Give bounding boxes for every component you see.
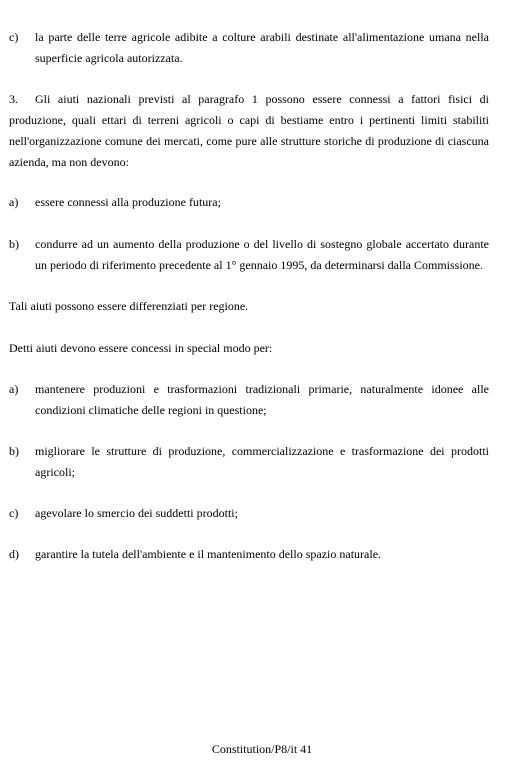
list-item-text: condurre ad un aumento della produzione o del livello di sostegno globale accertato durante un periodo di riferimento precedente al 1° gennaio 1995, da determinarsi dalla Commissione. bbox=[35, 237, 489, 272]
paragraph-text: Gli aiuti nazionali previsti al paragrafo 1 possono essere connessi a fattori fisici di produzione, quali ettari di terreni agricoli o capi di bestiame entro i pertinenti limiti stabiliti nell'organizzazione comune dei mercati, come pure alle strutture storiche di produzione di ciascuna azienda, ma non devono: bbox=[9, 92, 489, 169]
list-item-b-improve-structures bbox=[9, 441, 489, 483]
list-item-text: garantire la tutela dell'ambiente e il mantenimento dello spazio naturale. bbox=[35, 547, 382, 561]
list-item-text: essere connessi alla produzione futura; bbox=[35, 195, 221, 209]
page-footer: Constitution/P8/it 41 bbox=[211, 742, 313, 756]
paragraph-3 bbox=[9, 89, 489, 173]
list-item-c-arable-land bbox=[9, 27, 489, 69]
list-item-c-facilitate-sales bbox=[9, 503, 489, 524]
list-item-label: d) bbox=[9, 547, 19, 561]
list-item-d-environment bbox=[9, 544, 489, 565]
list-item-label: b) bbox=[9, 444, 19, 458]
list-item-text: agevolare lo smercio dei suddetti prodotti; bbox=[35, 506, 238, 520]
list-item-label: a) bbox=[9, 195, 19, 209]
list-item-text: migliorare le strutture di produzione, commercializzazione e trasformazione dei prodotti agricoli; bbox=[35, 444, 489, 479]
list-item-label: c) bbox=[9, 506, 19, 520]
list-item-text: mantenere produzioni e trasformazioni tradizionali primarie, naturalmente idonee alle condizioni climatiche delle regioni in questione; bbox=[35, 382, 489, 417]
list-item-label: b) bbox=[9, 237, 19, 251]
list-item-label: a) bbox=[9, 382, 19, 396]
paragraph-special: Detti aiuti devono essere concessi in special modo per: bbox=[9, 341, 273, 355]
list-item-b-production-increase bbox=[9, 234, 489, 276]
paragraph-number: 3. bbox=[9, 92, 18, 106]
list-item-a-traditional-production bbox=[9, 379, 489, 421]
list-item-label: c) bbox=[9, 30, 19, 44]
paragraph-regions: Tali aiuti possono essere differenziati per regione. bbox=[9, 299, 249, 313]
list-item-a-future-production bbox=[9, 192, 489, 213]
list-item-text: la parte delle terre agricole adibite a colture arabili destinate all'alimentazione umana nella superficie agricola autorizzata. bbox=[35, 30, 489, 65]
